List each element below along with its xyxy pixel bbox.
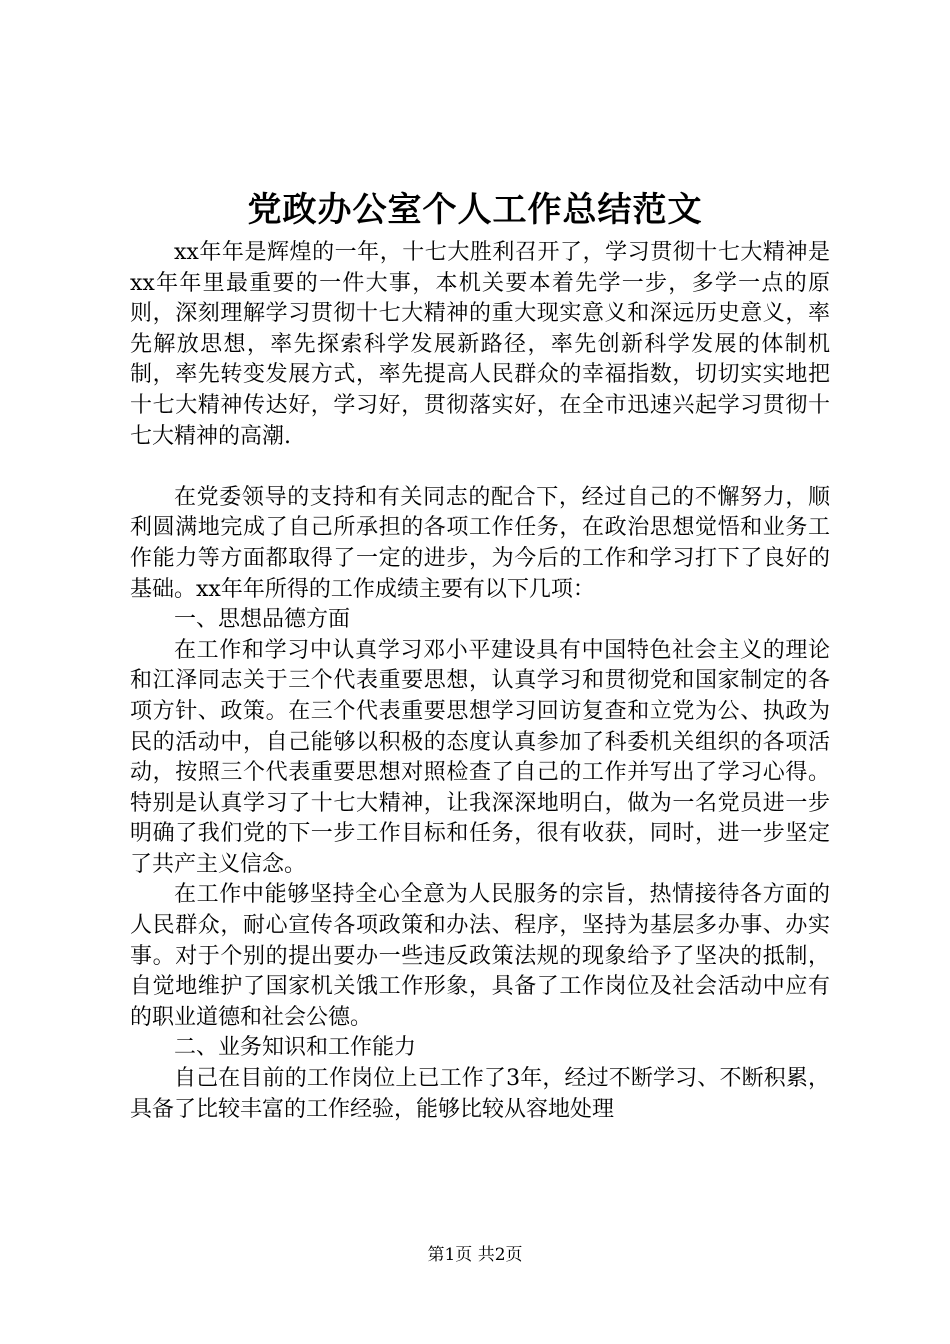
section-heading-moral: 一、思想品德方面	[174, 607, 351, 633]
paragraph-summary: 在党委领导的支持和有关同志的配合下，经过自己的不懈努力，顺利圆满地完成了自己所承担的各项工作任务，在政治思想觉悟和业务工作能力等方面都取得了一定的进步，为今后的工作和学习打下了良好的基础。xx年年所得的工作成绩主要有以下几项：	[130, 484, 830, 602]
paragraph-intro: xx年年是辉煌的一年，十七大胜利召开了，学习贯彻十七大精神是xx年年里最重要的一件大事，本机关要本着先学一步，多学一点的原则，深刻理解学习贯彻十七大精神的重大现实意义和深远历史意义，率先解放思想，率先探索科学发展新路径，率先创新科学发展的体制机制，率先转变发展方式，率先提高人民群众的幸福指数，切切实实地把十七大精神传达好，学习好，贯彻落实好，在全市迅速兴起学习贯彻十七大精神的高潮.	[130, 240, 830, 449]
page-number-footer: 第1页 共2页	[427, 1245, 523, 1265]
document-title: 党政办公室个人工作总结范文	[247, 190, 703, 230]
paragraph-gap	[130, 452, 830, 483]
paragraph-moral-service: 在工作中能够坚持全心全意为人民服务的宗旨，热情接待各方面的人民群众，耐心宣传各项政策和办法、程序，坚持为基层多办事、办实事。对于个别的提出要办一些违反政策法规的现象给予了坚决的抵制，自觉地维护了国家机关饿工作形象，具备了工作岗位及社会活动中应有的职业道德和社会公德。	[130, 882, 830, 1030]
paragraph-moral-study: 在工作和学习中认真学习邓小平建设具有中国特色社会主义的理论和江泽同志关于三个代表重要思想，认真学习和贯彻党和国家制定的各项方针、政策。在三个代表重要思想学习回访复查和立党为公、执政为民的活动中，自己能够以积极的态度认真参加了科委机关组织的各项活动，按照三个代表重要思想对照检查了自己的工作并写出了学习心得。特别是认真学习了十七大精神，让我深深地明白，做为一名党员进一步明确了我们党的下一步工作目标和任务，很有收获，同时，进一步坚定了共产主义信念。	[130, 637, 830, 877]
paragraph-skills: 自己在目前的工作岗位上已工作了3年，经过不断学习、不断积累，具备了比较丰富的工作经验，能够比较从容地处理	[130, 1066, 830, 1122]
document-body	[130, 238, 830, 1125]
section-heading-skills: 二、业务知识和工作能力	[174, 1035, 417, 1061]
